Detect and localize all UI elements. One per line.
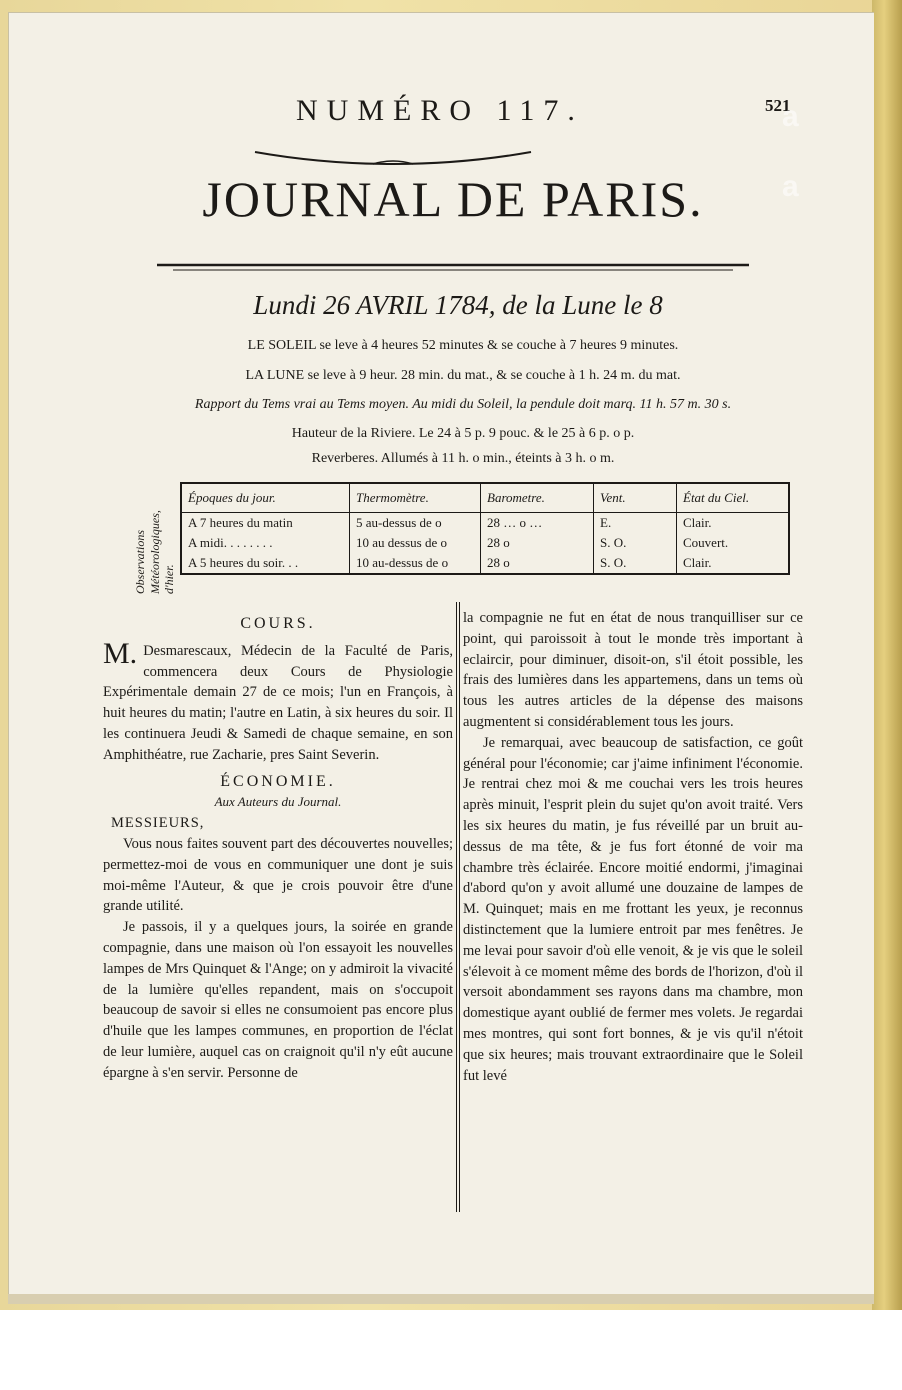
col-header-wind: Vent. bbox=[594, 483, 677, 513]
moon-times: LA LUNE se leve à 9 heur. 28 min. du mat., & se couche à 1 h. 24 m. du mat. bbox=[245, 368, 681, 383]
weather-side-label bbox=[118, 474, 176, 604]
cell: Couvert. bbox=[677, 533, 790, 553]
cours-heading: COURS. bbox=[240, 615, 316, 632]
watermark-glyph: a bbox=[782, 170, 799, 203]
page-shadow bbox=[8, 1294, 874, 1304]
cell: S. O. bbox=[594, 553, 677, 574]
newspaper-page bbox=[8, 12, 874, 1294]
table-row bbox=[181, 513, 789, 534]
dateline: Lundi 26 AVRIL 1784, de la Lune le 8 bbox=[253, 290, 663, 320]
cell: S. O. bbox=[594, 533, 677, 553]
time-equation: Rapport du Tems vrai au Tems moyen. Au midi du Soleil, la pendule doit marq. 11 h. 57 m. 30 s. bbox=[194, 397, 732, 412]
economie-paragraph-2: Je passois, il y a quelques jours, la soirée en grande compagnie, dans une maison où l'on essayoit les nouvelles lampes de Mrs Quinquet & l'Ange; on y admiroit la vivacité de la lumière qu'elles repandent, mais on s'occupoit beaucoup de savoir si elles ne consumoient pas encore plus d'huile que les lampes communes, en proportion de l'éclat de leur lumière, auquel cas on craignoit qu'il n'y eût aucune épargne à s'en servir. Personne de bbox=[103, 919, 453, 1081]
economie-paragraph-1: Vous nous faites souvent part des découvertes nouvelles; permettez-moi de vous en communiquer une dont je suis moi-même l'Auteur, & que je crois pouvoir être d'une grande utilité. bbox=[103, 835, 453, 915]
watermark-glyph: a bbox=[782, 100, 799, 133]
binding-edge bbox=[872, 0, 902, 1310]
cell: A 7 heures du matin bbox=[181, 513, 350, 534]
cell: 28 … o … bbox=[481, 513, 594, 534]
side-label-line: d'hier. bbox=[162, 564, 176, 594]
col-header-thermometer: Thermomètre. bbox=[350, 483, 481, 513]
economie-subheading: Aux Auteurs du Journal. bbox=[214, 794, 342, 810]
cours-text: Desmarescaux, Médecin de la Faculté de Paris, commencera deux Cours de Physiologie Expérimentale demain 27 de ce mois; l'un en François, à huit heures du matin; l'autre en Latin, à six heures du soir. Il les continuera Jeudi & Samedi de chaque semaine, en son Amphithéatre, rue Zacharie, pres Saint Severin. bbox=[103, 642, 453, 763]
cell: A 5 heures du soir. . . bbox=[181, 553, 350, 574]
col-header-epoch: Époques du jour. bbox=[181, 483, 350, 513]
side-label-line: Météorologiques, bbox=[148, 510, 162, 594]
ornament-rule-top bbox=[253, 146, 533, 168]
left-column bbox=[103, 614, 453, 1084]
sun-times: LE SOLEIL se leve à 4 heures 52 minutes & se couche à 7 heures 9 minutes. bbox=[247, 338, 679, 353]
river-height: Hauteur de la Riviere. Le 24 à 5 p. 9 pouc. & le 25 à 6 p. o p. bbox=[291, 426, 635, 441]
issue-number: NUMÉRO 117. bbox=[296, 94, 584, 127]
cell: 5 au-dessus de o bbox=[350, 513, 481, 534]
watermark bbox=[782, 100, 862, 240]
right-paragraph-2: Je remarquai, avec beaucoup de satisfaction, ce goût général pour l'économie; car j'aime infiniment l'économie. Je rentrai chez moi & me couchai vers les trois heures après minuit, l'esprit plein du sujet qu'on avoit traité. Vers les six heures du matin, je fus réveillé par un bruit au-dessus de ma tête, & je fus fort étonné de voir ma chambre très éclairée. Encore moitié endormi, j'imaginai d'abord qu'on y avoit allumé une douzaine de lampes de M. Quinquet; mais en me frottant les yeux, je reconnus distinctement que la lumiere entroit par mes fenêtres. Je me levai pour savoir d'où elle venoit, & je vis que le soleil s'élevoit à ce moment même des bords de l'horizon, d'où il versoit abondamment ses rayons dans ma chambre, mon domestique ayant oublié de fermer mes volets. Je regardai mes montres, qui sont fort bonnes, & je vis qu'il n'étoit que six heures; mais trouvant extraordinaire que le Soleil fut levé bbox=[463, 734, 803, 1084]
column-rule bbox=[459, 602, 460, 1212]
column-rule bbox=[456, 602, 457, 1212]
masthead-title: JOURNAL DE PARIS. bbox=[202, 171, 704, 227]
weather-header-row bbox=[181, 483, 789, 513]
col-header-barometer: Barometre. bbox=[481, 483, 594, 513]
right-paragraph-1: la compagnie ne fut en état de nous tranquilliser sur ce point, qui paroissoit à tout le monde très important à eclaircir, pour diminuer, disoit-on, s'il étoit possible, les frais des lumières dans les appartemens, dans un tems où tous les autres articles de la dépense des maisons augmentent si considérablement tous les jours. bbox=[463, 610, 803, 730]
weather-table bbox=[180, 482, 790, 575]
economie-heading: ÉCONOMIE. bbox=[220, 772, 336, 790]
cell: Clair. bbox=[677, 513, 790, 534]
street-lamps: Reverberes. Allumés à 11 h. o min., éteints à 3 h. o m. bbox=[311, 451, 615, 466]
cell: 10 au dessus de o bbox=[350, 533, 481, 553]
drop-cap: M. bbox=[103, 636, 138, 670]
cell: E. bbox=[594, 513, 677, 534]
col-header-sky: État du Ciel. bbox=[677, 483, 790, 513]
right-column bbox=[463, 608, 803, 1086]
table-row bbox=[181, 553, 789, 574]
cell: A midi. . . . . . . . bbox=[181, 533, 350, 553]
cours-paragraph bbox=[103, 636, 453, 766]
table-row bbox=[181, 533, 789, 553]
cell: 28 o bbox=[481, 553, 594, 574]
cell: 10 au-dessus de o bbox=[350, 553, 481, 574]
cell: Clair. bbox=[677, 553, 790, 574]
page-number: 521 bbox=[765, 96, 791, 115]
side-label-line: Observations bbox=[133, 530, 147, 594]
salutation: MESSIEURS, bbox=[111, 815, 205, 832]
cell: 28 o bbox=[481, 533, 594, 553]
ornament-rule-double bbox=[153, 260, 753, 274]
